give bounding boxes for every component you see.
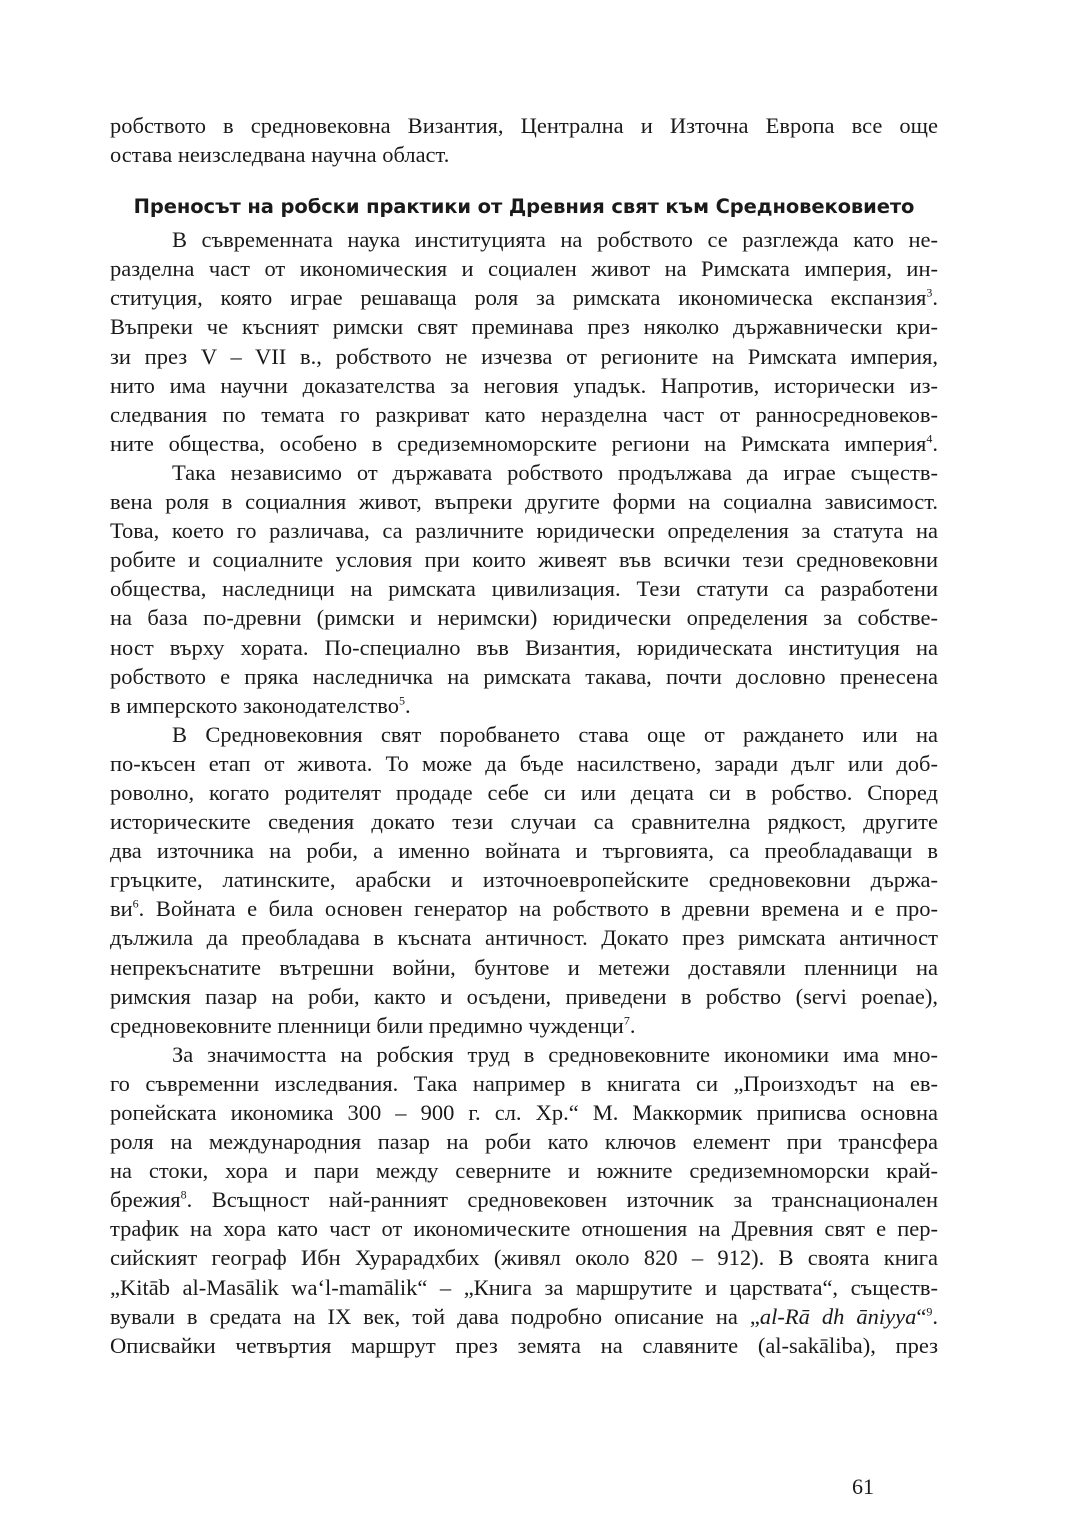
text-line: робството в средновековна Византия, Централна и Източна Европа все още	[110, 113, 938, 138]
paragraph-2	[110, 458, 938, 720]
text-segment: ституция, която играе решаваща роля за римската икономическа експанзия	[110, 285, 927, 311]
text-line: ропейската икономика 300 – 900 г. сл. Хр.“ М. Маккормик приписва основна	[110, 1100, 938, 1125]
text-segment: . Всъщност най-ранният средновековен източник за транснационален	[186, 1187, 938, 1213]
text-line: общества, наследници на римската цивилизация. Тези статути са разработени	[110, 576, 938, 602]
punctuation: .	[932, 1303, 938, 1329]
text-line: робите и социалните условия при които живеят във всички тези средновековни	[110, 547, 938, 573]
text-line	[110, 1302, 938, 1331]
text-line: следвания по темата го разкриват като неразделна част от ранносредновеков-	[110, 401, 938, 427]
footnote-ref: 5	[398, 693, 405, 708]
text-line	[110, 283, 938, 312]
text-segment: ви	[110, 896, 133, 922]
text-line: В Средновековния свят поробването става още от раждането или на	[172, 721, 938, 747]
text-line: В съвременната наука институцията на робството се разглежда като не-	[172, 227, 938, 253]
text-segment: . Войната е била основен генератор на робството в древни времена и е про-	[138, 896, 938, 922]
footnote-ref: 6	[132, 896, 139, 911]
text-line: вена роля в социалния живот, въпреки другите форми на социална зависимост.	[110, 489, 938, 515]
footnote-ref: 9	[926, 1304, 933, 1319]
text-line: два източника на роби, а именно войната и търговията, са преобладаващи в	[110, 838, 938, 864]
text-line: римския пазар на роби, както и осъдени, приведени в робство (servi poenae),	[110, 983, 938, 1009]
section-heading: Преносът на робски практики от Древния свят към Средновековието	[133, 195, 915, 219]
punctuation: .	[404, 692, 411, 718]
text-segment: ните общества, особено в средиземноморските региони на Римската империя	[110, 430, 927, 456]
italic-term: al-Rā dh āniyya	[759, 1303, 917, 1329]
text-line: по-късен етап от живота. То може да бъде насилствено, заради дълг или доб-	[110, 750, 938, 776]
text-line: роволно, когато родителят продаде себе си или децата си в робство. Според	[110, 779, 938, 805]
punctuation: .	[932, 430, 938, 456]
text-line: Въпреки че късният римски свят преминава през няколко държавнически кри-	[110, 314, 938, 340]
punctuation: .	[629, 1012, 636, 1038]
paragraph-3	[110, 720, 938, 1040]
punctuation: .	[932, 285, 938, 311]
text-line: „Kitāb al-Masālik wa‘l-mamālik“ – „Книга за маршрутите и царствата“, съществ-	[110, 1274, 938, 1300]
text-line: го съвременни изследвания. Така например в книгата си „Произходът на ев-	[110, 1070, 938, 1096]
text-line: историческите сведения докато тези случаи са сравнителна рядкост, другите	[110, 809, 938, 835]
text-line: на стоки, хора и пари между северните и южните средиземноморски край-	[110, 1158, 938, 1184]
text-line: За значимостта на робския труд в средновековните икономики има мно-	[172, 1041, 938, 1067]
text-segment: “	[916, 1303, 927, 1329]
text-line	[110, 691, 938, 720]
text-line: сийският географ Ибн Хурарадхбих (живял около 820 – 912). В своята книга	[110, 1245, 938, 1271]
text-line: зи през V – VII в., робството не изчезва от регионите на Римската империя,	[110, 343, 938, 369]
page-body	[110, 111, 938, 1360]
text-line	[110, 1011, 938, 1040]
text-line: на база по-древни (римски и неримски) юридически определения за собстве-	[110, 605, 938, 631]
text-line: нито има научни доказателства за неговия упадък. Напротив, исторически из-	[110, 372, 938, 398]
text-line: остава неизследвана научна област.	[110, 142, 450, 168]
text-line: Така независимо от държавата робството продължава да играе съществ-	[172, 459, 938, 485]
text-segment: средновековните пленници били предимно чужденци	[110, 1012, 624, 1038]
footnote-ref: 7	[623, 1013, 630, 1028]
footnote-ref: 8	[180, 1187, 187, 1202]
text-line: роля на международния пазар на роби като ключов елемент при трансфера	[110, 1129, 938, 1155]
text-line	[110, 1185, 938, 1214]
footnote-ref: 4	[926, 431, 933, 446]
page-number: 61	[852, 1474, 874, 1499]
text-line: разделна част от икономическия и социален живот на Римската империя, ин-	[110, 256, 938, 282]
intro-paragraph	[110, 111, 938, 169]
footnote-ref: 3	[926, 285, 933, 300]
text-line: Това, което го различава, са различните юридически определения за статута на	[110, 518, 938, 544]
text-line: Описвайки четвъртия маршрут през земята на славяните (al-sakāliba), през	[110, 1332, 938, 1358]
text-segment: вували в средата на IX век, той дава подробно описание на „	[110, 1303, 760, 1329]
text-line: дължила да преобладава в късната античност. Докато през римската античност	[110, 925, 938, 951]
paragraph-4	[110, 1040, 938, 1360]
text-line	[110, 894, 938, 923]
text-line: гръцките, латинските, арабски и източноевропейските средновековни държа-	[110, 867, 938, 893]
text-line: робството е пряка наследничка на римската такава, почти дословно пренесена	[110, 663, 938, 689]
text-line	[110, 429, 938, 458]
text-line: ност върху хората. По-специално във Византия, юридическата институция на	[110, 634, 938, 660]
text-segment: в имперското законодателство	[110, 692, 399, 718]
paragraph-1	[110, 225, 938, 458]
text-segment: брежия	[110, 1187, 181, 1213]
text-line: трафик на хора като част от икономическите отношения на Древния свят е пер-	[110, 1216, 938, 1242]
text-line: непрекъснатите вътрешни войни, бунтове и метежи доставяли пленници на	[110, 954, 938, 980]
